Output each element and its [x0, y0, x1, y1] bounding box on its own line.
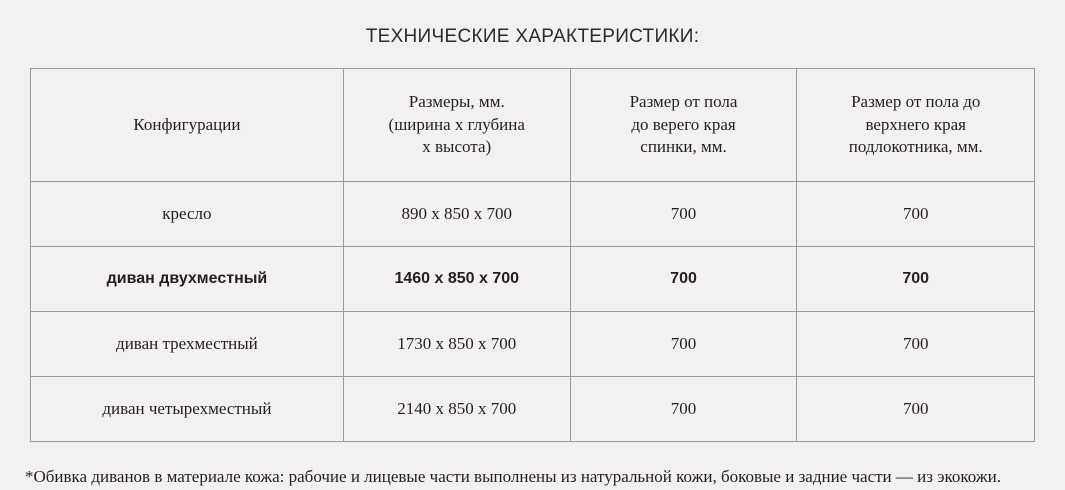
header-line: х высота) [422, 137, 492, 157]
table-row [31, 377, 1035, 442]
cell-configuration: диван трехместный [31, 312, 344, 377]
header-line: спинки, мм. [640, 137, 727, 157]
cell-backrest-height: 700 [570, 377, 797, 442]
table-row [31, 247, 1035, 312]
column-header-configurations [31, 69, 344, 182]
cell-backrest-height: 700 [570, 247, 797, 312]
cell-configuration: диван двухместный [31, 247, 344, 312]
cell-dimensions: 1460 х 850 х 700 [343, 247, 570, 312]
header-line: подлокотника, мм. [848, 137, 983, 157]
cell-dimensions: 2140 х 850 х 700 [343, 377, 570, 442]
header-line: (ширина х глубина [388, 114, 525, 134]
cell-armrest-height: 700 [797, 312, 1035, 377]
column-header-dimensions [343, 69, 570, 182]
column-header-backrest-height [570, 69, 797, 182]
table-row [31, 312, 1035, 377]
page-title: ТЕХНИЧЕСКИЕ ХАРАКТЕРИСТИКИ: [365, 26, 700, 47]
header-line: верхнего края [865, 114, 966, 134]
cell-configuration: диван четырехместный [31, 377, 344, 442]
column-header-armrest-height [797, 69, 1035, 182]
cell-backrest-height: 700 [570, 312, 797, 377]
header-line: Конфигурации [133, 114, 241, 134]
header-line: Размер от пола до [851, 91, 981, 111]
cell-armrest-height: 700 [797, 182, 1035, 247]
header-line: Размер от пола [629, 91, 738, 111]
footnote-text: *Обивка диванов в материале кожа: рабочие и лицевые части выполнены из натуральной кожи, боковые и задние части — из экокожи. [25, 467, 1001, 486]
specifications-table [30, 68, 1035, 442]
cell-configuration: кресло [31, 182, 344, 247]
table-body [31, 182, 1035, 442]
cell-armrest-height: 700 [797, 247, 1035, 312]
cell-armrest-height: 700 [797, 377, 1035, 442]
header-line: до верего края [631, 114, 736, 134]
table-row [31, 182, 1035, 247]
table-header [31, 69, 1035, 182]
table-header-row [31, 69, 1035, 182]
cell-dimensions: 890 х 850 х 700 [343, 182, 570, 247]
cell-dimensions: 1730 х 850 х 700 [343, 312, 570, 377]
header-line: Размеры, мм. [408, 91, 505, 111]
cell-backrest-height: 700 [570, 182, 797, 247]
